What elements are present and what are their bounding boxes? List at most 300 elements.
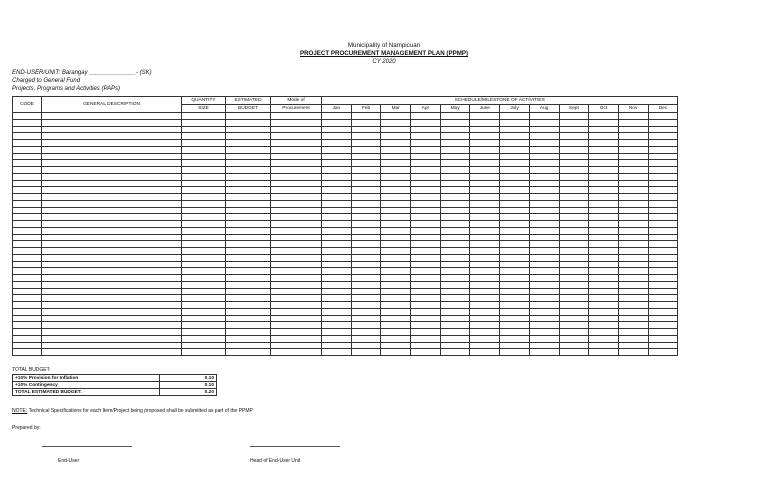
table-cell[interactable] (500, 295, 530, 302)
table-cell[interactable] (42, 146, 182, 153)
table-cell[interactable] (440, 173, 470, 180)
table-cell[interactable] (618, 180, 648, 187)
table-cell[interactable] (226, 194, 271, 201)
table-cell[interactable] (559, 113, 589, 120)
table-cell[interactable] (500, 140, 530, 147)
table-cell[interactable] (618, 275, 648, 282)
table-cell[interactable] (411, 335, 441, 342)
table-cell[interactable] (351, 119, 381, 126)
table-cell[interactable] (648, 133, 678, 140)
table-cell[interactable] (13, 194, 42, 201)
table-cell[interactable] (529, 254, 559, 261)
table-cell[interactable] (648, 140, 678, 147)
table-cell[interactable] (529, 248, 559, 255)
table-cell[interactable] (618, 349, 648, 356)
table-cell[interactable] (351, 160, 381, 167)
table-cell[interactable] (271, 295, 322, 302)
table-cell[interactable] (500, 248, 530, 255)
table-cell[interactable] (529, 173, 559, 180)
table-cell[interactable] (42, 126, 182, 133)
table-cell[interactable] (559, 234, 589, 241)
table-cell[interactable] (529, 342, 559, 349)
table-cell[interactable] (182, 160, 226, 167)
table-cell[interactable] (271, 248, 322, 255)
table-cell[interactable] (440, 261, 470, 268)
table-cell[interactable] (13, 173, 42, 180)
table-cell[interactable] (411, 315, 441, 322)
table-cell[interactable] (182, 254, 226, 261)
table-cell[interactable] (529, 261, 559, 268)
table-cell[interactable] (470, 315, 500, 322)
table-cell[interactable] (322, 207, 352, 214)
table-cell[interactable] (500, 187, 530, 194)
table-cell[interactable] (322, 133, 352, 140)
table-cell[interactable] (381, 308, 411, 315)
table-cell[interactable] (13, 254, 42, 261)
table-cell[interactable] (351, 308, 381, 315)
table-cell[interactable] (381, 187, 411, 194)
table-cell[interactable] (500, 308, 530, 315)
table-cell[interactable] (271, 308, 322, 315)
table-cell[interactable] (470, 268, 500, 275)
table-cell[interactable] (589, 329, 619, 336)
table-cell[interactable] (226, 241, 271, 248)
table-cell[interactable] (648, 302, 678, 309)
table-cell[interactable] (322, 234, 352, 241)
table-cell[interactable] (440, 200, 470, 207)
table-cell[interactable] (381, 248, 411, 255)
table-cell[interactable] (322, 302, 352, 309)
table-cell[interactable] (381, 167, 411, 174)
table-cell[interactable] (322, 349, 352, 356)
table-cell[interactable] (351, 167, 381, 174)
table-cell[interactable] (470, 281, 500, 288)
table-cell[interactable] (271, 288, 322, 295)
table-cell[interactable] (13, 133, 42, 140)
table-cell[interactable] (13, 275, 42, 282)
table-cell[interactable] (559, 268, 589, 275)
table-cell[interactable] (226, 167, 271, 174)
table-cell[interactable] (13, 241, 42, 248)
table-cell[interactable] (500, 133, 530, 140)
table-cell[interactable] (42, 248, 182, 255)
table-cell[interactable] (13, 187, 42, 194)
table-cell[interactable] (271, 335, 322, 342)
table-cell[interactable] (381, 349, 411, 356)
table-cell[interactable] (559, 200, 589, 207)
table-cell[interactable] (411, 248, 441, 255)
table-cell[interactable] (42, 335, 182, 342)
table-cell[interactable] (618, 126, 648, 133)
table-cell[interactable] (42, 281, 182, 288)
table-cell[interactable] (559, 349, 589, 356)
table-cell[interactable] (529, 146, 559, 153)
table-cell[interactable] (589, 180, 619, 187)
table-cell[interactable] (470, 146, 500, 153)
table-cell[interactable] (470, 180, 500, 187)
table-cell[interactable] (559, 187, 589, 194)
table-cell[interactable] (13, 302, 42, 309)
table-cell[interactable] (182, 335, 226, 342)
table-cell[interactable] (271, 342, 322, 349)
table-cell[interactable] (589, 214, 619, 221)
table-cell[interactable] (559, 146, 589, 153)
table-cell[interactable] (500, 126, 530, 133)
table-cell[interactable] (411, 302, 441, 309)
table-cell[interactable] (322, 329, 352, 336)
table-cell[interactable] (411, 234, 441, 241)
table-cell[interactable] (529, 234, 559, 241)
table-cell[interactable] (589, 146, 619, 153)
table-cell[interactable] (381, 140, 411, 147)
table-cell[interactable] (182, 126, 226, 133)
table-cell[interactable] (470, 221, 500, 228)
table-cell[interactable] (500, 173, 530, 180)
table-cell[interactable] (226, 322, 271, 329)
table-cell[interactable] (322, 288, 352, 295)
table-cell[interactable] (271, 113, 322, 120)
table-cell[interactable] (351, 349, 381, 356)
table-cell[interactable] (42, 295, 182, 302)
table-cell[interactable] (440, 180, 470, 187)
table-cell[interactable] (322, 160, 352, 167)
table-cell[interactable] (351, 342, 381, 349)
table-cell[interactable] (618, 335, 648, 342)
table-cell[interactable] (226, 221, 271, 228)
table-cell[interactable] (182, 329, 226, 336)
table-cell[interactable] (589, 207, 619, 214)
table-cell[interactable] (440, 126, 470, 133)
table-cell[interactable] (271, 261, 322, 268)
table-cell[interactable] (351, 322, 381, 329)
table-cell[interactable] (322, 126, 352, 133)
table-cell[interactable] (351, 261, 381, 268)
table-cell[interactable] (226, 275, 271, 282)
table-cell[interactable] (381, 254, 411, 261)
table-cell[interactable] (182, 281, 226, 288)
table-cell[interactable] (182, 194, 226, 201)
table-cell[interactable] (351, 315, 381, 322)
table-cell[interactable] (351, 194, 381, 201)
table-cell[interactable] (529, 221, 559, 228)
table-cell[interactable] (351, 113, 381, 120)
table-cell[interactable] (500, 322, 530, 329)
table-cell[interactable] (411, 194, 441, 201)
table-cell[interactable] (13, 308, 42, 315)
table-cell[interactable] (470, 254, 500, 261)
table-cell[interactable] (559, 322, 589, 329)
table-cell[interactable] (500, 268, 530, 275)
table-cell[interactable] (351, 241, 381, 248)
table-cell[interactable] (351, 335, 381, 342)
table-cell[interactable] (589, 241, 619, 248)
table-cell[interactable] (271, 194, 322, 201)
table-cell[interactable] (271, 160, 322, 167)
table-cell[interactable] (440, 342, 470, 349)
table-cell[interactable] (13, 295, 42, 302)
table-cell[interactable] (589, 113, 619, 120)
table-cell[interactable] (182, 234, 226, 241)
table-cell[interactable] (440, 140, 470, 147)
table-cell[interactable] (529, 281, 559, 288)
table-cell[interactable] (42, 173, 182, 180)
table-cell[interactable] (440, 268, 470, 275)
table-cell[interactable] (618, 200, 648, 207)
table-cell[interactable] (226, 302, 271, 309)
table-cell[interactable] (500, 194, 530, 201)
table-cell[interactable] (559, 207, 589, 214)
table-cell[interactable] (381, 261, 411, 268)
table-cell[interactable] (500, 234, 530, 241)
table-cell[interactable] (182, 227, 226, 234)
table-cell[interactable] (589, 261, 619, 268)
table-cell[interactable] (500, 180, 530, 187)
table-cell[interactable] (648, 167, 678, 174)
table-cell[interactable] (271, 227, 322, 234)
table-cell[interactable] (381, 200, 411, 207)
table-cell[interactable] (529, 308, 559, 315)
table-cell[interactable] (440, 322, 470, 329)
table-cell[interactable] (411, 173, 441, 180)
table-cell[interactable] (589, 335, 619, 342)
table-cell[interactable] (500, 214, 530, 221)
table-cell[interactable] (42, 349, 182, 356)
table-cell[interactable] (42, 160, 182, 167)
table-cell[interactable] (13, 315, 42, 322)
table-cell[interactable] (42, 342, 182, 349)
table-cell[interactable] (559, 248, 589, 255)
table-cell[interactable] (529, 126, 559, 133)
table-cell[interactable] (500, 153, 530, 160)
table-cell[interactable] (226, 126, 271, 133)
table-cell[interactable] (648, 342, 678, 349)
table-cell[interactable] (529, 329, 559, 336)
table-cell[interactable] (411, 187, 441, 194)
table-cell[interactable] (470, 167, 500, 174)
table-cell[interactable] (500, 342, 530, 349)
table-cell[interactable] (271, 119, 322, 126)
table-cell[interactable] (648, 295, 678, 302)
table-cell[interactable] (351, 295, 381, 302)
table-cell[interactable] (440, 329, 470, 336)
table-cell[interactable] (470, 295, 500, 302)
table-cell[interactable] (271, 315, 322, 322)
table-cell[interactable] (470, 302, 500, 309)
table-cell[interactable] (440, 335, 470, 342)
table-cell[interactable] (271, 254, 322, 261)
table-cell[interactable] (500, 302, 530, 309)
table-cell[interactable] (381, 207, 411, 214)
table-cell[interactable] (182, 241, 226, 248)
table-cell[interactable] (440, 214, 470, 221)
table-cell[interactable] (322, 315, 352, 322)
table-cell[interactable] (559, 180, 589, 187)
table-cell[interactable] (559, 140, 589, 147)
table-cell[interactable] (618, 119, 648, 126)
table-cell[interactable] (411, 268, 441, 275)
table-cell[interactable] (648, 173, 678, 180)
table-cell[interactable] (440, 167, 470, 174)
table-cell[interactable] (42, 254, 182, 261)
table-cell[interactable] (13, 200, 42, 207)
table-cell[interactable] (381, 322, 411, 329)
table-cell[interactable] (529, 119, 559, 126)
table-cell[interactable] (351, 248, 381, 255)
table-cell[interactable] (440, 295, 470, 302)
table-cell[interactable] (271, 241, 322, 248)
table-cell[interactable] (529, 194, 559, 201)
table-cell[interactable] (440, 194, 470, 201)
table-cell[interactable] (470, 113, 500, 120)
table-cell[interactable] (226, 234, 271, 241)
table-cell[interactable] (226, 173, 271, 180)
table-cell[interactable] (322, 295, 352, 302)
table-cell[interactable] (182, 268, 226, 275)
table-cell[interactable] (271, 302, 322, 309)
table-cell[interactable] (440, 308, 470, 315)
table-cell[interactable] (271, 329, 322, 336)
table-cell[interactable] (271, 322, 322, 329)
table-cell[interactable] (42, 221, 182, 228)
table-cell[interactable] (648, 288, 678, 295)
table-cell[interactable] (226, 295, 271, 302)
table-cell[interactable] (440, 241, 470, 248)
table-cell[interactable] (42, 234, 182, 241)
table-cell[interactable] (618, 308, 648, 315)
table-cell[interactable] (559, 315, 589, 322)
table-cell[interactable] (182, 173, 226, 180)
table-cell[interactable] (440, 349, 470, 356)
table-cell[interactable] (13, 234, 42, 241)
table-cell[interactable] (381, 126, 411, 133)
table-cell[interactable] (500, 221, 530, 228)
table-cell[interactable] (13, 349, 42, 356)
table-cell[interactable] (322, 322, 352, 329)
table-cell[interactable] (648, 221, 678, 228)
table-cell[interactable] (13, 180, 42, 187)
table-cell[interactable] (440, 153, 470, 160)
table-cell[interactable] (440, 221, 470, 228)
table-cell[interactable] (182, 187, 226, 194)
table-cell[interactable] (529, 288, 559, 295)
table-cell[interactable] (618, 113, 648, 120)
table-cell[interactable] (618, 221, 648, 228)
table-cell[interactable] (411, 126, 441, 133)
table-cell[interactable] (381, 281, 411, 288)
table-cell[interactable] (226, 288, 271, 295)
table-cell[interactable] (411, 329, 441, 336)
table-cell[interactable] (440, 275, 470, 282)
table-cell[interactable] (470, 241, 500, 248)
table-cell[interactable] (182, 207, 226, 214)
table-cell[interactable] (559, 302, 589, 309)
table-cell[interactable] (351, 126, 381, 133)
table-cell[interactable] (500, 275, 530, 282)
table-cell[interactable] (618, 133, 648, 140)
table-cell[interactable] (648, 200, 678, 207)
table-cell[interactable] (322, 261, 352, 268)
table-cell[interactable] (589, 227, 619, 234)
table-cell[interactable] (411, 160, 441, 167)
table-cell[interactable] (618, 160, 648, 167)
table-cell[interactable] (529, 349, 559, 356)
table-cell[interactable] (648, 214, 678, 221)
table-cell[interactable] (271, 268, 322, 275)
table-cell[interactable] (500, 167, 530, 174)
table-cell[interactable] (618, 140, 648, 147)
table-cell[interactable] (559, 133, 589, 140)
table-cell[interactable] (529, 335, 559, 342)
table-cell[interactable] (351, 302, 381, 309)
table-cell[interactable] (618, 207, 648, 214)
table-cell[interactable] (182, 288, 226, 295)
table-cell[interactable] (559, 214, 589, 221)
table-cell[interactable] (411, 133, 441, 140)
table-cell[interactable] (381, 214, 411, 221)
table-cell[interactable] (559, 194, 589, 201)
table-cell[interactable] (411, 207, 441, 214)
table-cell[interactable] (351, 187, 381, 194)
table-cell[interactable] (500, 227, 530, 234)
table-cell[interactable] (182, 275, 226, 282)
table-cell[interactable] (648, 241, 678, 248)
table-cell[interactable] (559, 275, 589, 282)
table-cell[interactable] (42, 227, 182, 234)
table-cell[interactable] (226, 261, 271, 268)
table-cell[interactable] (226, 329, 271, 336)
table-cell[interactable] (381, 119, 411, 126)
table-cell[interactable] (470, 160, 500, 167)
table-cell[interactable] (618, 322, 648, 329)
table-cell[interactable] (411, 153, 441, 160)
table-cell[interactable] (381, 153, 411, 160)
table-cell[interactable] (648, 153, 678, 160)
table-cell[interactable] (559, 221, 589, 228)
table-cell[interactable] (271, 207, 322, 214)
table-cell[interactable] (440, 119, 470, 126)
table-cell[interactable] (42, 288, 182, 295)
table-cell[interactable] (411, 275, 441, 282)
table-cell[interactable] (351, 221, 381, 228)
table-cell[interactable] (13, 268, 42, 275)
table-cell[interactable] (351, 329, 381, 336)
table-cell[interactable] (618, 261, 648, 268)
table-cell[interactable] (322, 268, 352, 275)
table-cell[interactable] (182, 119, 226, 126)
table-cell[interactable] (322, 254, 352, 261)
table-cell[interactable] (42, 140, 182, 147)
table-cell[interactable] (182, 200, 226, 207)
table-cell[interactable] (351, 254, 381, 261)
table-cell[interactable] (226, 207, 271, 214)
table-cell[interactable] (271, 173, 322, 180)
table-cell[interactable] (411, 254, 441, 261)
table-cell[interactable] (271, 146, 322, 153)
table-cell[interactable] (589, 254, 619, 261)
table-cell[interactable] (42, 261, 182, 268)
table-cell[interactable] (618, 295, 648, 302)
table-cell[interactable] (13, 288, 42, 295)
table-cell[interactable] (351, 268, 381, 275)
table-cell[interactable] (559, 281, 589, 288)
table-cell[interactable] (529, 295, 559, 302)
table-cell[interactable] (470, 234, 500, 241)
table-cell[interactable] (648, 207, 678, 214)
table-cell[interactable] (559, 335, 589, 342)
table-cell[interactable] (589, 275, 619, 282)
table-cell[interactable] (589, 167, 619, 174)
table-cell[interactable] (271, 349, 322, 356)
